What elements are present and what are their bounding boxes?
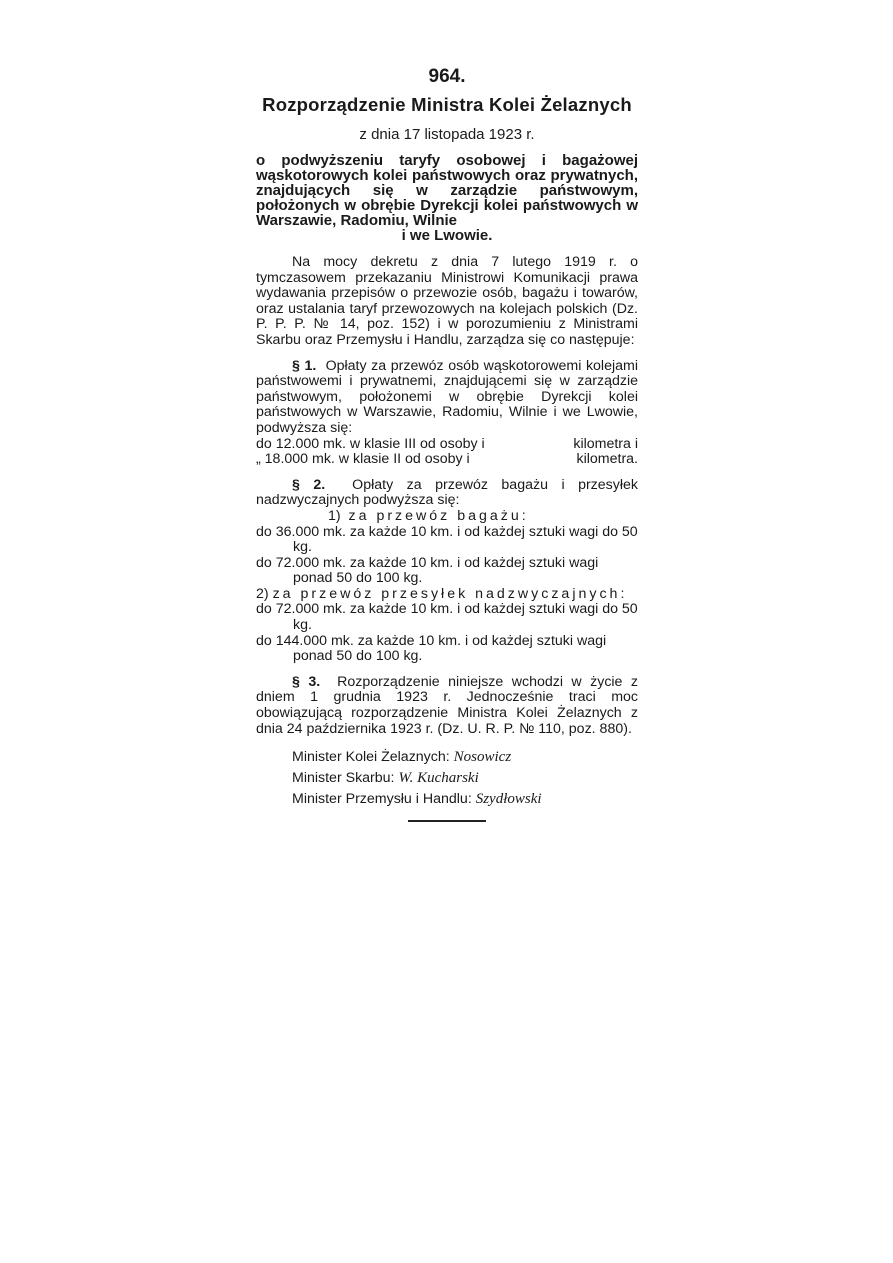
subsection-1-number: 1)	[328, 507, 341, 524]
section-1-label: § 1.	[292, 357, 317, 374]
document-date: z dnia 17 listopada 1923 r.	[359, 126, 535, 143]
section-2	[256, 478, 638, 509]
subsection-1-heading	[256, 509, 638, 525]
section-2-label: § 2.	[292, 476, 326, 493]
subsection-2-title: za przewóz przesyłek nadzwyczajnych:	[272, 585, 628, 602]
section-3	[256, 675, 638, 737]
signature-name: Szydłowski	[475, 791, 542, 808]
preamble: Na mocy dekretu z dnia 7 lutego 1919 r. o tymczasowem przekazaniu Ministrowi Komunikacji prawa wydawania przepisów o przewozie osób, bagażu i towarów, oraz ustalania taryf przewozowych na kolejach polskich (Dz. P. P. P. № 14, poz. 152) i w porozumieniu z Ministrami Skarbu oraz Przemysłu i Handlu, zarządza się co następuje:	[256, 254, 638, 348]
fare-line-class-3	[256, 437, 638, 453]
section-1-text: Opłaty za przewóz osób wąskotorowemi kolejami państwowemi i prywatnemi, znajdującemi się w zarządzie państwowym, położonemi w obrębie Dyrekcji kolei państwowych w Warszawie, Radomiu, Wilnie i we Lwowie, podwyższa się:	[256, 357, 638, 436]
section-3-label: § 3.	[292, 673, 321, 690]
signature-rail-minister	[256, 747, 638, 768]
section-1	[256, 359, 638, 437]
signature-name: W. Kucharski	[398, 770, 479, 787]
end-rule	[408, 820, 486, 822]
fare-class-3-right: kilometra i	[573, 436, 638, 452]
fare-class-3-left: do 12.000 mk. w klasie III od osoby i	[256, 436, 485, 452]
signature-role: Minister Skarbu:	[292, 770, 395, 787]
signature-treasury-minister	[256, 768, 638, 789]
signature-role: Minister Przemysłu i Handlu:	[292, 791, 472, 808]
subsection-1-title: za przewóz bagażu:	[348, 507, 529, 524]
fare-class-2-left: „ 18.000 mk. w klasie II od osoby i	[256, 452, 470, 468]
text-column	[256, 66, 638, 822]
subsection-2-heading	[256, 587, 638, 603]
document-subject: o podwyższeniu taryfy osobowej i bagażowej wąskotorowych kolei państwowych oraz prywatnych, znajdujących się w zarządzie państwowym, położonych w obrębie Dyrekcji kolei państwowych w Warszawie, Radomiu, Wilnie	[256, 152, 638, 229]
document-subject-end: i we Lwowie.	[401, 227, 493, 244]
signature-role: Minister Kolei Żelaznych:	[292, 749, 450, 766]
signatures	[256, 747, 638, 810]
shipment-item: do 144.000 mk. za każde 10 km. i od każdej sztuki wagi ponad 50 do 100 kg.	[256, 632, 607, 665]
page-number: 964.	[428, 66, 466, 87]
signature-name: Nosowicz	[453, 749, 512, 766]
shipment-item: do 72.000 mk. za każde 10 km. i od każdej sztuki wagi do 50 kg.	[256, 601, 638, 634]
baggage-item: do 36.000 mk. za każde 10 km. i od każdej sztuki wagi do 50 kg.	[256, 523, 638, 556]
fare-line-class-2	[256, 452, 638, 468]
section-2-text: Opłaty za przewóz bagażu i przesyłek nadzwyczajnych podwyższa się:	[256, 476, 638, 509]
signature-industry-minister	[256, 789, 638, 810]
fare-class-2-right: kilometra.	[576, 452, 638, 468]
baggage-item: do 72.000 mk. za każde 10 km. i od każdej sztuki wagi ponad 50 do 100 kg.	[256, 554, 599, 587]
section-3-text: Rozporządzenie niniejsze wchodzi w życie z dniem 1 grudnia 1923 r. Jednocześnie traci moc obowiązującą rozporządzenie Ministra Kolei Żelaznych z dnia 24 października 1923 r. (Dz. U. R. P. № 110, poz. 880).	[256, 673, 638, 737]
document-title: Rozporządzenie Ministra Kolei Żelaznych	[262, 94, 632, 115]
subsection-2-number: 2)	[256, 585, 269, 602]
